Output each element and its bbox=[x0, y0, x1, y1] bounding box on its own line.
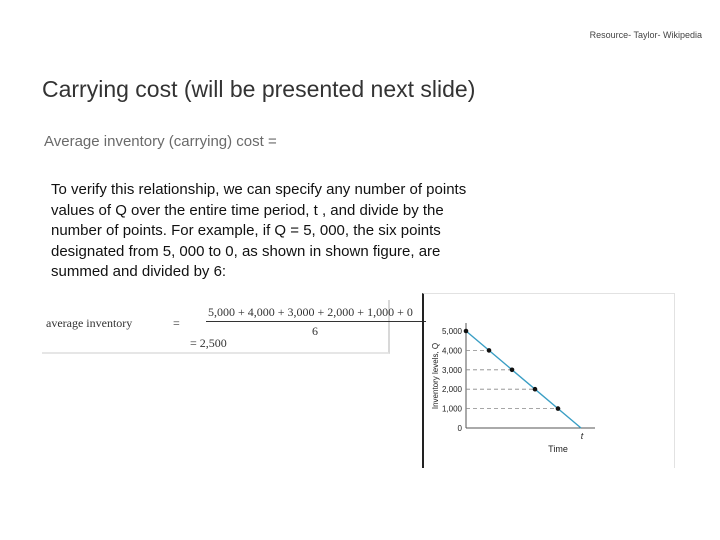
y-tick-label: 2,000 bbox=[441, 385, 462, 395]
data-point bbox=[464, 329, 469, 334]
inventory-chart-figure bbox=[422, 293, 675, 468]
body-text bbox=[51, 180, 571, 283]
y-tick-label: 4,000 bbox=[441, 346, 462, 356]
equation-lhs: average inventory bbox=[46, 316, 133, 330]
y-axis-label: Inventory levels, Q bbox=[431, 342, 440, 410]
fraction-bar bbox=[206, 321, 426, 322]
y-tick-label: 0 bbox=[457, 424, 462, 433]
data-point bbox=[556, 406, 561, 411]
body-line: values of Q over the entire time period, t , and divide by the bbox=[51, 201, 444, 219]
data-point bbox=[487, 348, 492, 353]
average-inventory-equation bbox=[42, 300, 413, 354]
equation-equals-sign: = bbox=[173, 316, 180, 330]
data-point bbox=[510, 368, 515, 373]
inventory-chart bbox=[424, 294, 674, 468]
y-tick-label: 5,000 bbox=[441, 327, 462, 336]
body-line: designated from 5, 000 to 0, as shown in shown figure, are bbox=[51, 242, 441, 260]
slide-title: Carrying cost (will be presented next slide) bbox=[42, 76, 476, 102]
inventory-line bbox=[466, 331, 581, 428]
equation-numerator: 5,000 + 4,000 + 3,000 + 2,000 + 1,000 + 0 bbox=[208, 305, 413, 319]
equation-result: = 2,500 bbox=[190, 336, 227, 350]
body-line: number of points. For example, if Q = 5, 000, the six points bbox=[51, 222, 441, 239]
y-tick-label: 1,000 bbox=[441, 404, 462, 414]
equation-denominator: 6 bbox=[312, 324, 318, 338]
data-point bbox=[533, 387, 538, 392]
source-note: Resource- Taylor- Wikipedia bbox=[589, 30, 702, 40]
body-line: summed and divided by 6: bbox=[51, 263, 227, 280]
body-line: To verify this relationship, we can specify any number of points bbox=[51, 181, 467, 198]
x-end-label: t bbox=[580, 431, 584, 441]
x-axis-label: Time bbox=[548, 444, 568, 454]
formula-label: Average inventory (carrying) cost = bbox=[44, 133, 277, 150]
y-tick-label: 3,000 bbox=[441, 365, 462, 375]
